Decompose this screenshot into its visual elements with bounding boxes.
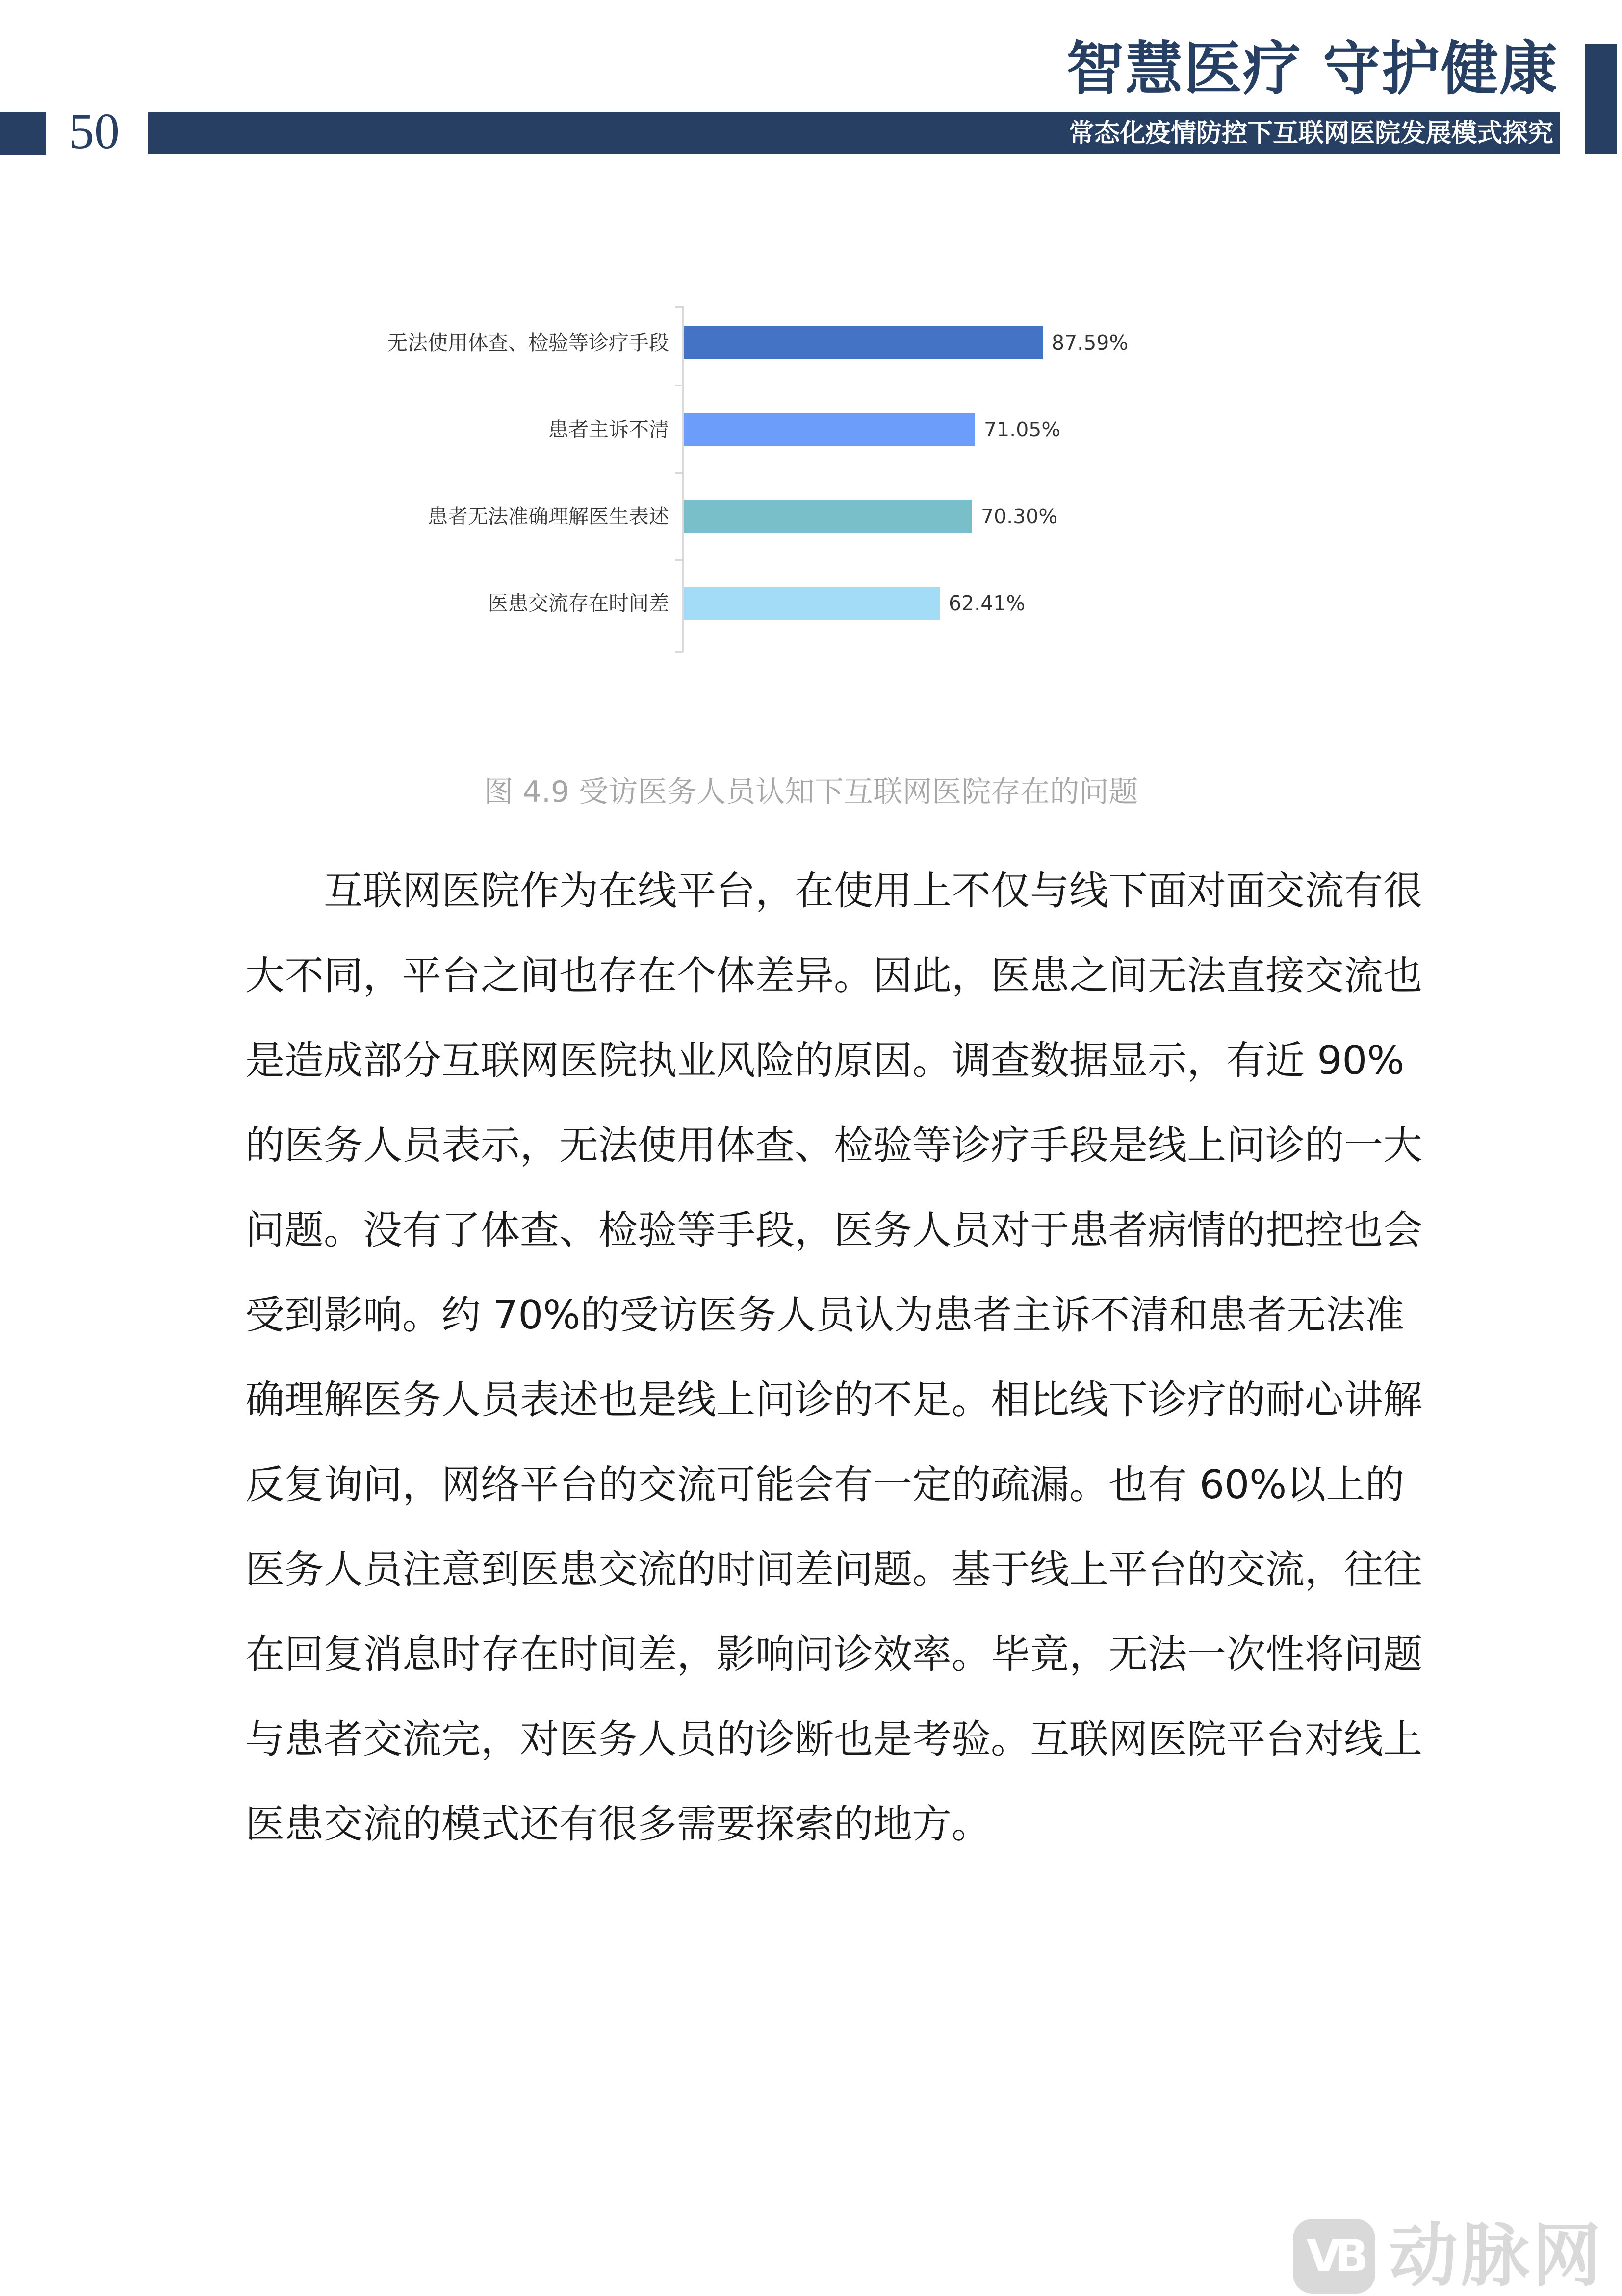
category-label: 患者主诉不清 <box>548 418 669 441</box>
body-line: 是造成部分互联网医院执业风险的原因。调查数据显示，有近 90% <box>245 1038 1405 1083</box>
body-line: 的医务人员表示，无法使用体查、检验等诊疗手段是线上问诊的一大 <box>245 1122 1422 1168</box>
category-label: 患者无法准确理解医生表述 <box>428 505 669 528</box>
header-left-block <box>0 112 46 155</box>
header-right-block <box>1585 44 1617 154</box>
axis-tick <box>675 651 683 653</box>
page-number: 50 <box>69 103 120 159</box>
value-label: 71.05% <box>984 418 1061 441</box>
body-paragraph <box>245 848 1422 1866</box>
chart-bar <box>684 326 1043 359</box>
axis-tick <box>675 385 683 386</box>
body-line: 受到影响。约 70%的受访医务人员认为患者主诉不清和患者无法准 <box>245 1292 1405 1338</box>
header-subtitle: 常态化疫情防控下互联网医院发展模式探究 <box>1068 118 1553 148</box>
axis-tick <box>675 306 683 308</box>
chart-bar <box>684 413 975 446</box>
body-line: 反复询问，网络平台的交流可能会有一定的疏漏。也有 60%以上的 <box>245 1462 1405 1507</box>
category-label: 无法使用体查、检验等诊疗手段 <box>387 331 669 355</box>
bar-chart <box>0 0 1622 687</box>
body-line: 互联网医院作为在线平台，在使用上不仅与线下面对面交流有很 <box>324 868 1422 914</box>
body-line: 与患者交流完，对医务人员的诊断也是考验。互联网医院平台对线上 <box>245 1716 1422 1762</box>
body-line: 问题。没有了体查、检验等手段，医务人员对于患者病情的把控也会 <box>245 1207 1422 1253</box>
body-line: 医患交流的模式还有很多需要探索的地方。 <box>245 1801 991 1847</box>
vb-logo-icon <box>1293 2219 1375 2294</box>
watermark <box>1293 2216 1622 2296</box>
body-line: 在回复消息时存在时间差，影响问诊效率。毕竟，无法一次性将问题 <box>245 1632 1422 1677</box>
value-label: 87.59% <box>1052 331 1129 355</box>
axis-tick <box>675 472 683 474</box>
watermark-text: 动脉网 <box>1389 2216 1604 2296</box>
body-line: 大不同，平台之间也存在个体差异。因此，医患之间无法直接交流也 <box>245 953 1422 998</box>
category-label: 医患交流存在时间差 <box>488 591 669 615</box>
logo-glyph: VB <box>1306 2230 1362 2282</box>
value-label: 70.30% <box>981 505 1058 528</box>
value-label: 62.41% <box>949 591 1026 615</box>
axis-tick <box>675 559 683 561</box>
header-title: 智慧医疗 守护健康 <box>1066 34 1558 102</box>
chart-bar <box>684 587 940 620</box>
chart-bar <box>684 500 972 533</box>
body-line: 确理解医务人员表述也是线上问诊的不足。相比线下诊疗的耐心讲解 <box>245 1377 1422 1423</box>
body-line: 医务人员注意到医患交流的时间差问题。基于线上平台的交流，往往 <box>245 1547 1422 1592</box>
figure-caption: 图 4.9 受访医务人员认知下互联网医院存在的问题 <box>484 775 1138 809</box>
